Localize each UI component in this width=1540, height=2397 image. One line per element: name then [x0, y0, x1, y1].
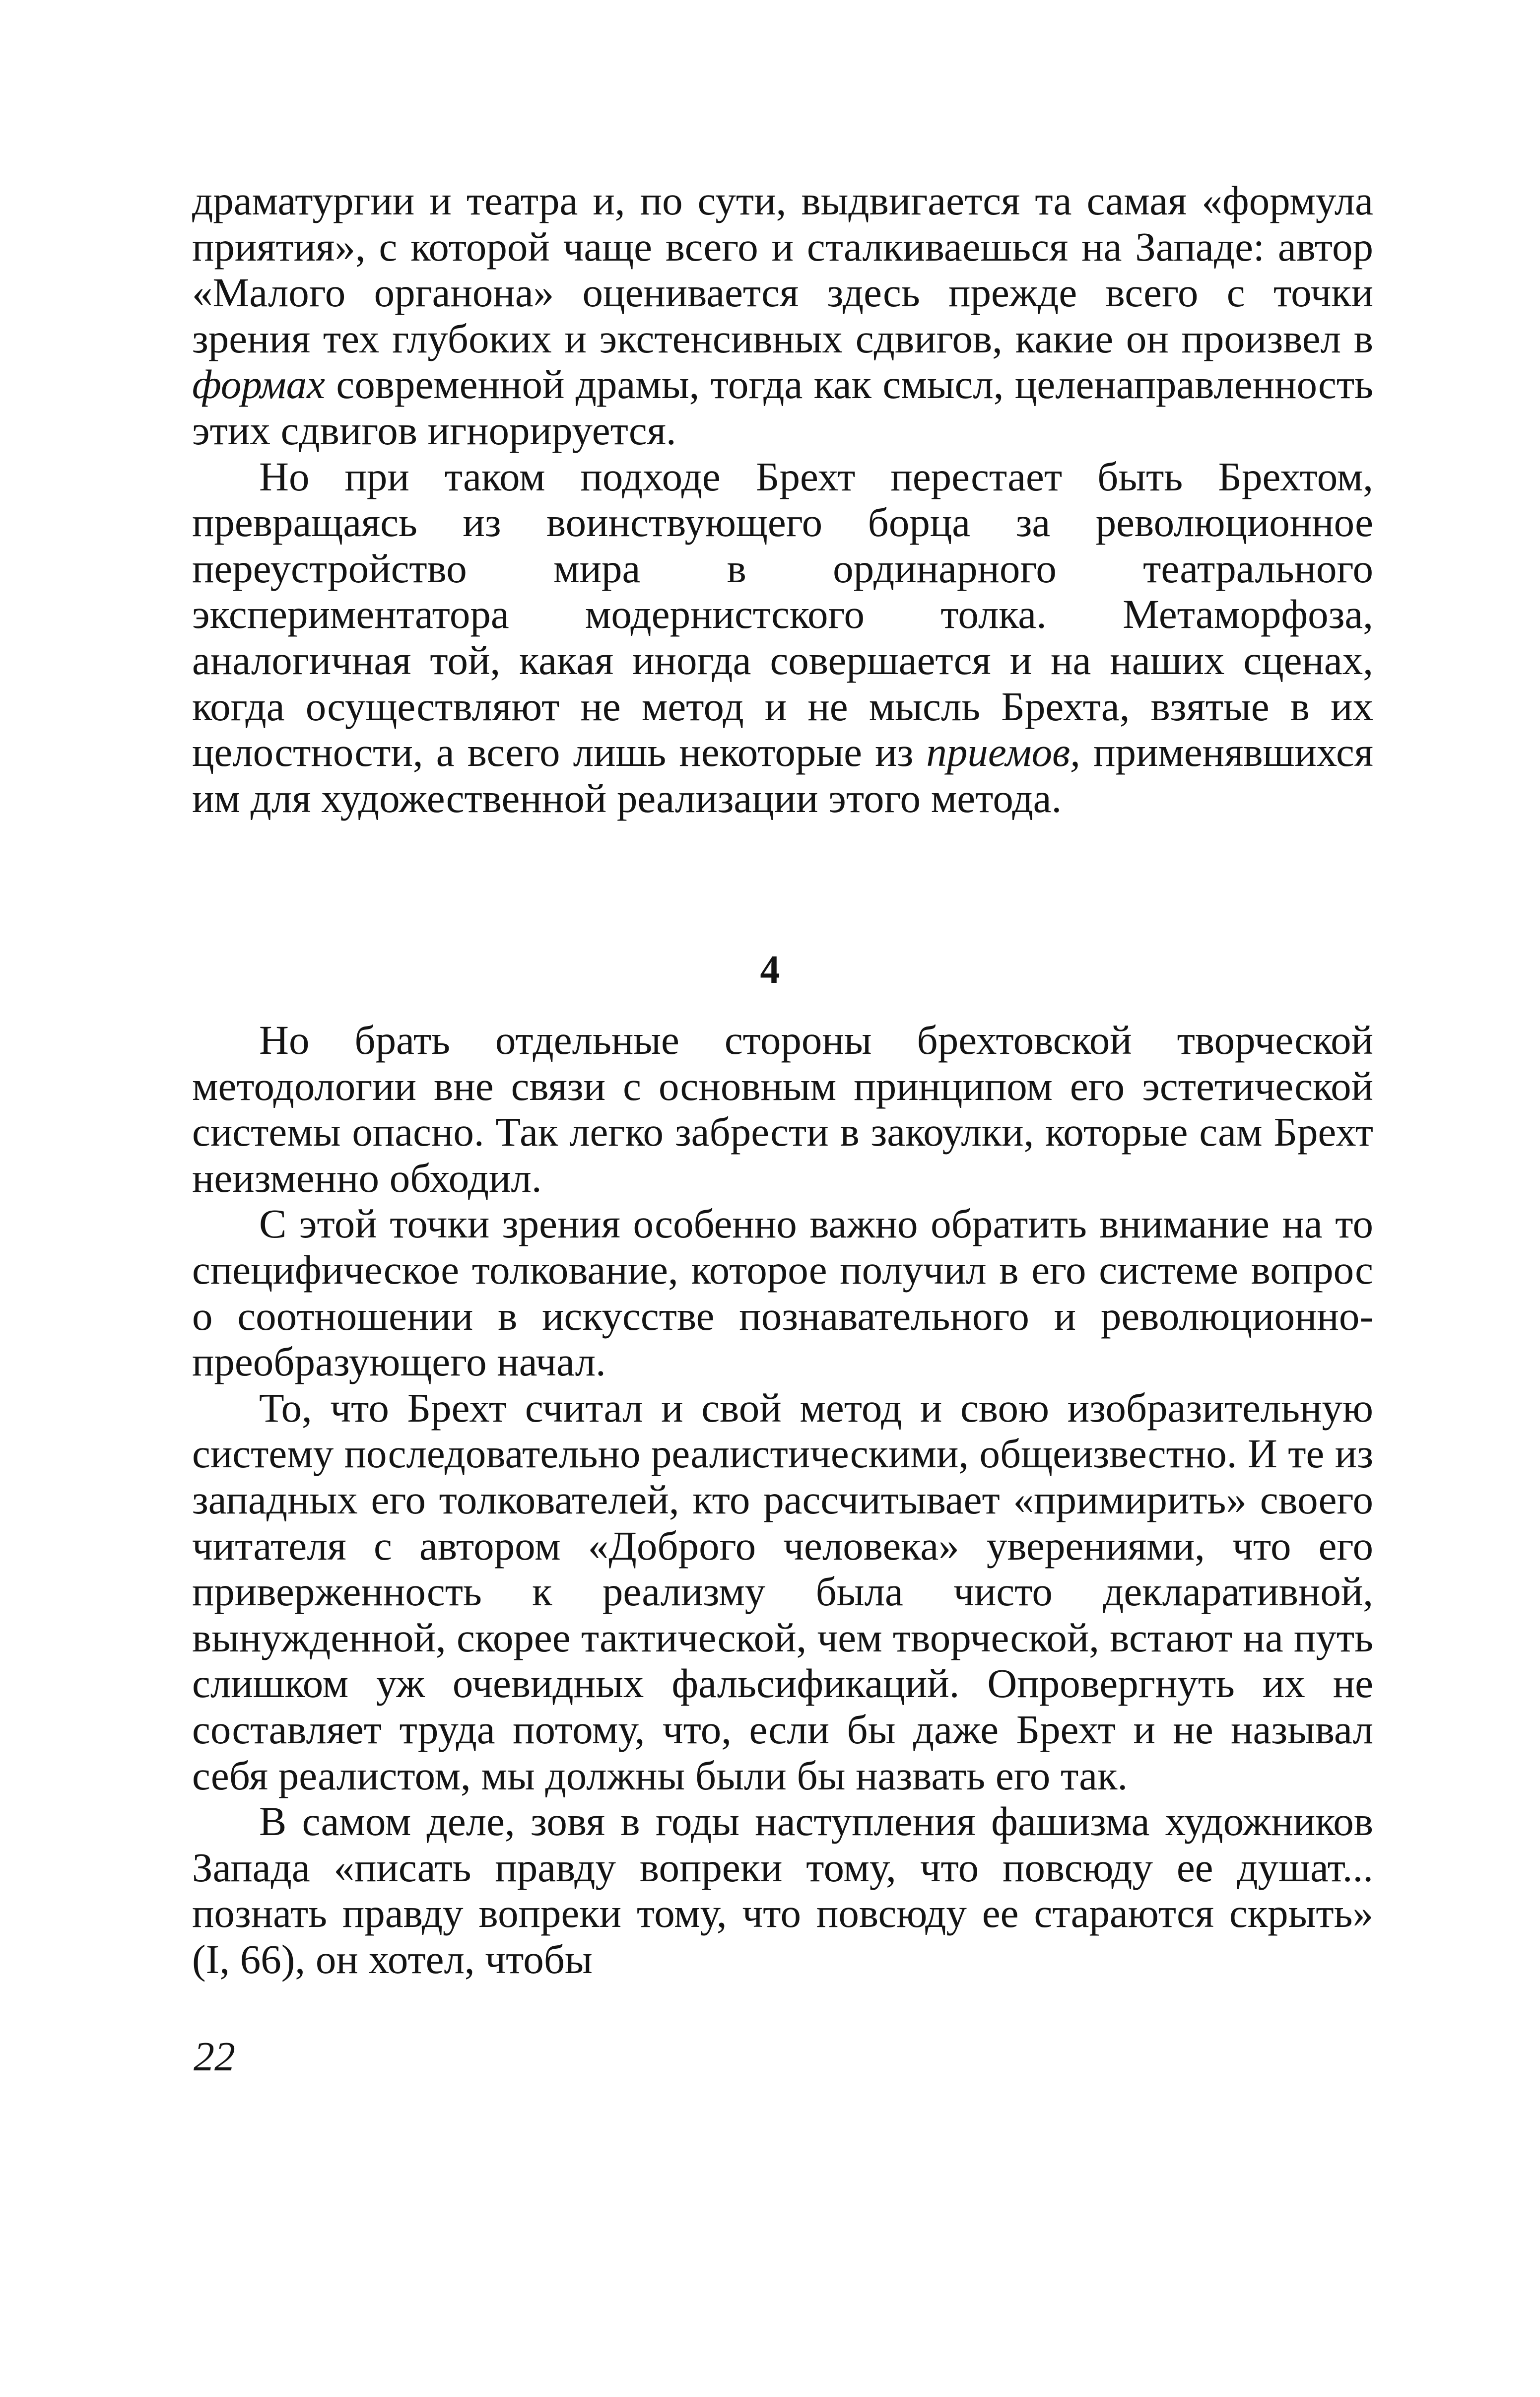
paragraph-1 — [192, 178, 1373, 454]
paragraph-2-tail: применявшихся им для художественной реализации этого метода. — [192, 729, 1373, 821]
paragraph-1-text: драматургии и театра и, по сути, выдвигается та самая «формула приятия», с которой чаще всего и сталкиваешься на Западе: автор «Малого органона» оценивается здесь прежде всего с точки зрения тех глубоких и экстенсивных сдвигов, какие он произвел в — [192, 178, 1373, 361]
paragraph-3: Но брать отдельные стороны брехтовской творческой методологии вне связи с основным принципом его эстетической системы опасно. Так легко забрести в закоулки, которые сам Брехт неизменно обходил. — [192, 1017, 1373, 1201]
paragraph-6: В самом деле, зовя в годы наступления фашизма художников Запада «писать правду вопреки тому, что повсюду ее душат... познать правду вопреки тому, что повсюду ее стараются скрыть» (I, 66), он хотел, чтобы — [192, 1798, 1373, 1982]
paragraph-4: С этой точки зрения особенно важно обратить внимание на то специфическое толкование, которое получил в его системе вопрос о соотношении в искусстве познавательного и революционно-преобразующего начал. — [192, 1201, 1373, 1385]
text-block-top — [192, 178, 1373, 821]
paragraph-2-italic: приемов, — [926, 729, 1080, 775]
paragraph-2-text: Но при таком подходе Брехт перестает быть Брехтом, превращаясь из воинствующего борца за революционное переустройство мира в ординарного театрального экспериментатора модернистского толка. Метаморфоза, аналогичная той, какая иногда совершается и на наших сценах, когда осуществляют не метод и не мысль Брехта, взятые в их целостности, а всего лишь некоторые из — [192, 453, 1373, 775]
paragraph-1-italic: формах — [192, 361, 326, 408]
text-block-bottom — [192, 1017, 1373, 1982]
page-number: 22 — [194, 2034, 235, 2080]
paragraph-2 — [192, 454, 1373, 822]
section-heading-number: 4 — [760, 948, 780, 992]
paragraph-5: То, что Брехт считал и свой метод и свою изобразительную систему последовательно реалистическими, общеизвестно. И те из западных его толкователей, кто рассчитывает «примирить» своего читателя с автором «Доброго человека» уверениями, что его приверженность к реализму была чисто декларативной, вынужденной, скорее тактической, чем творческой, встают на путь слишком уж очевидных фальсификаций. Опровергнуть их не составляет труда потому, что, если бы даже Брехт и не называл себя реалистом, мы должны были бы назвать его так. — [192, 1384, 1373, 1798]
paragraph-1-tail: современной драмы, тогда как смысл, целенаправленность этих сдвигов игнорируется. — [192, 361, 1373, 453]
